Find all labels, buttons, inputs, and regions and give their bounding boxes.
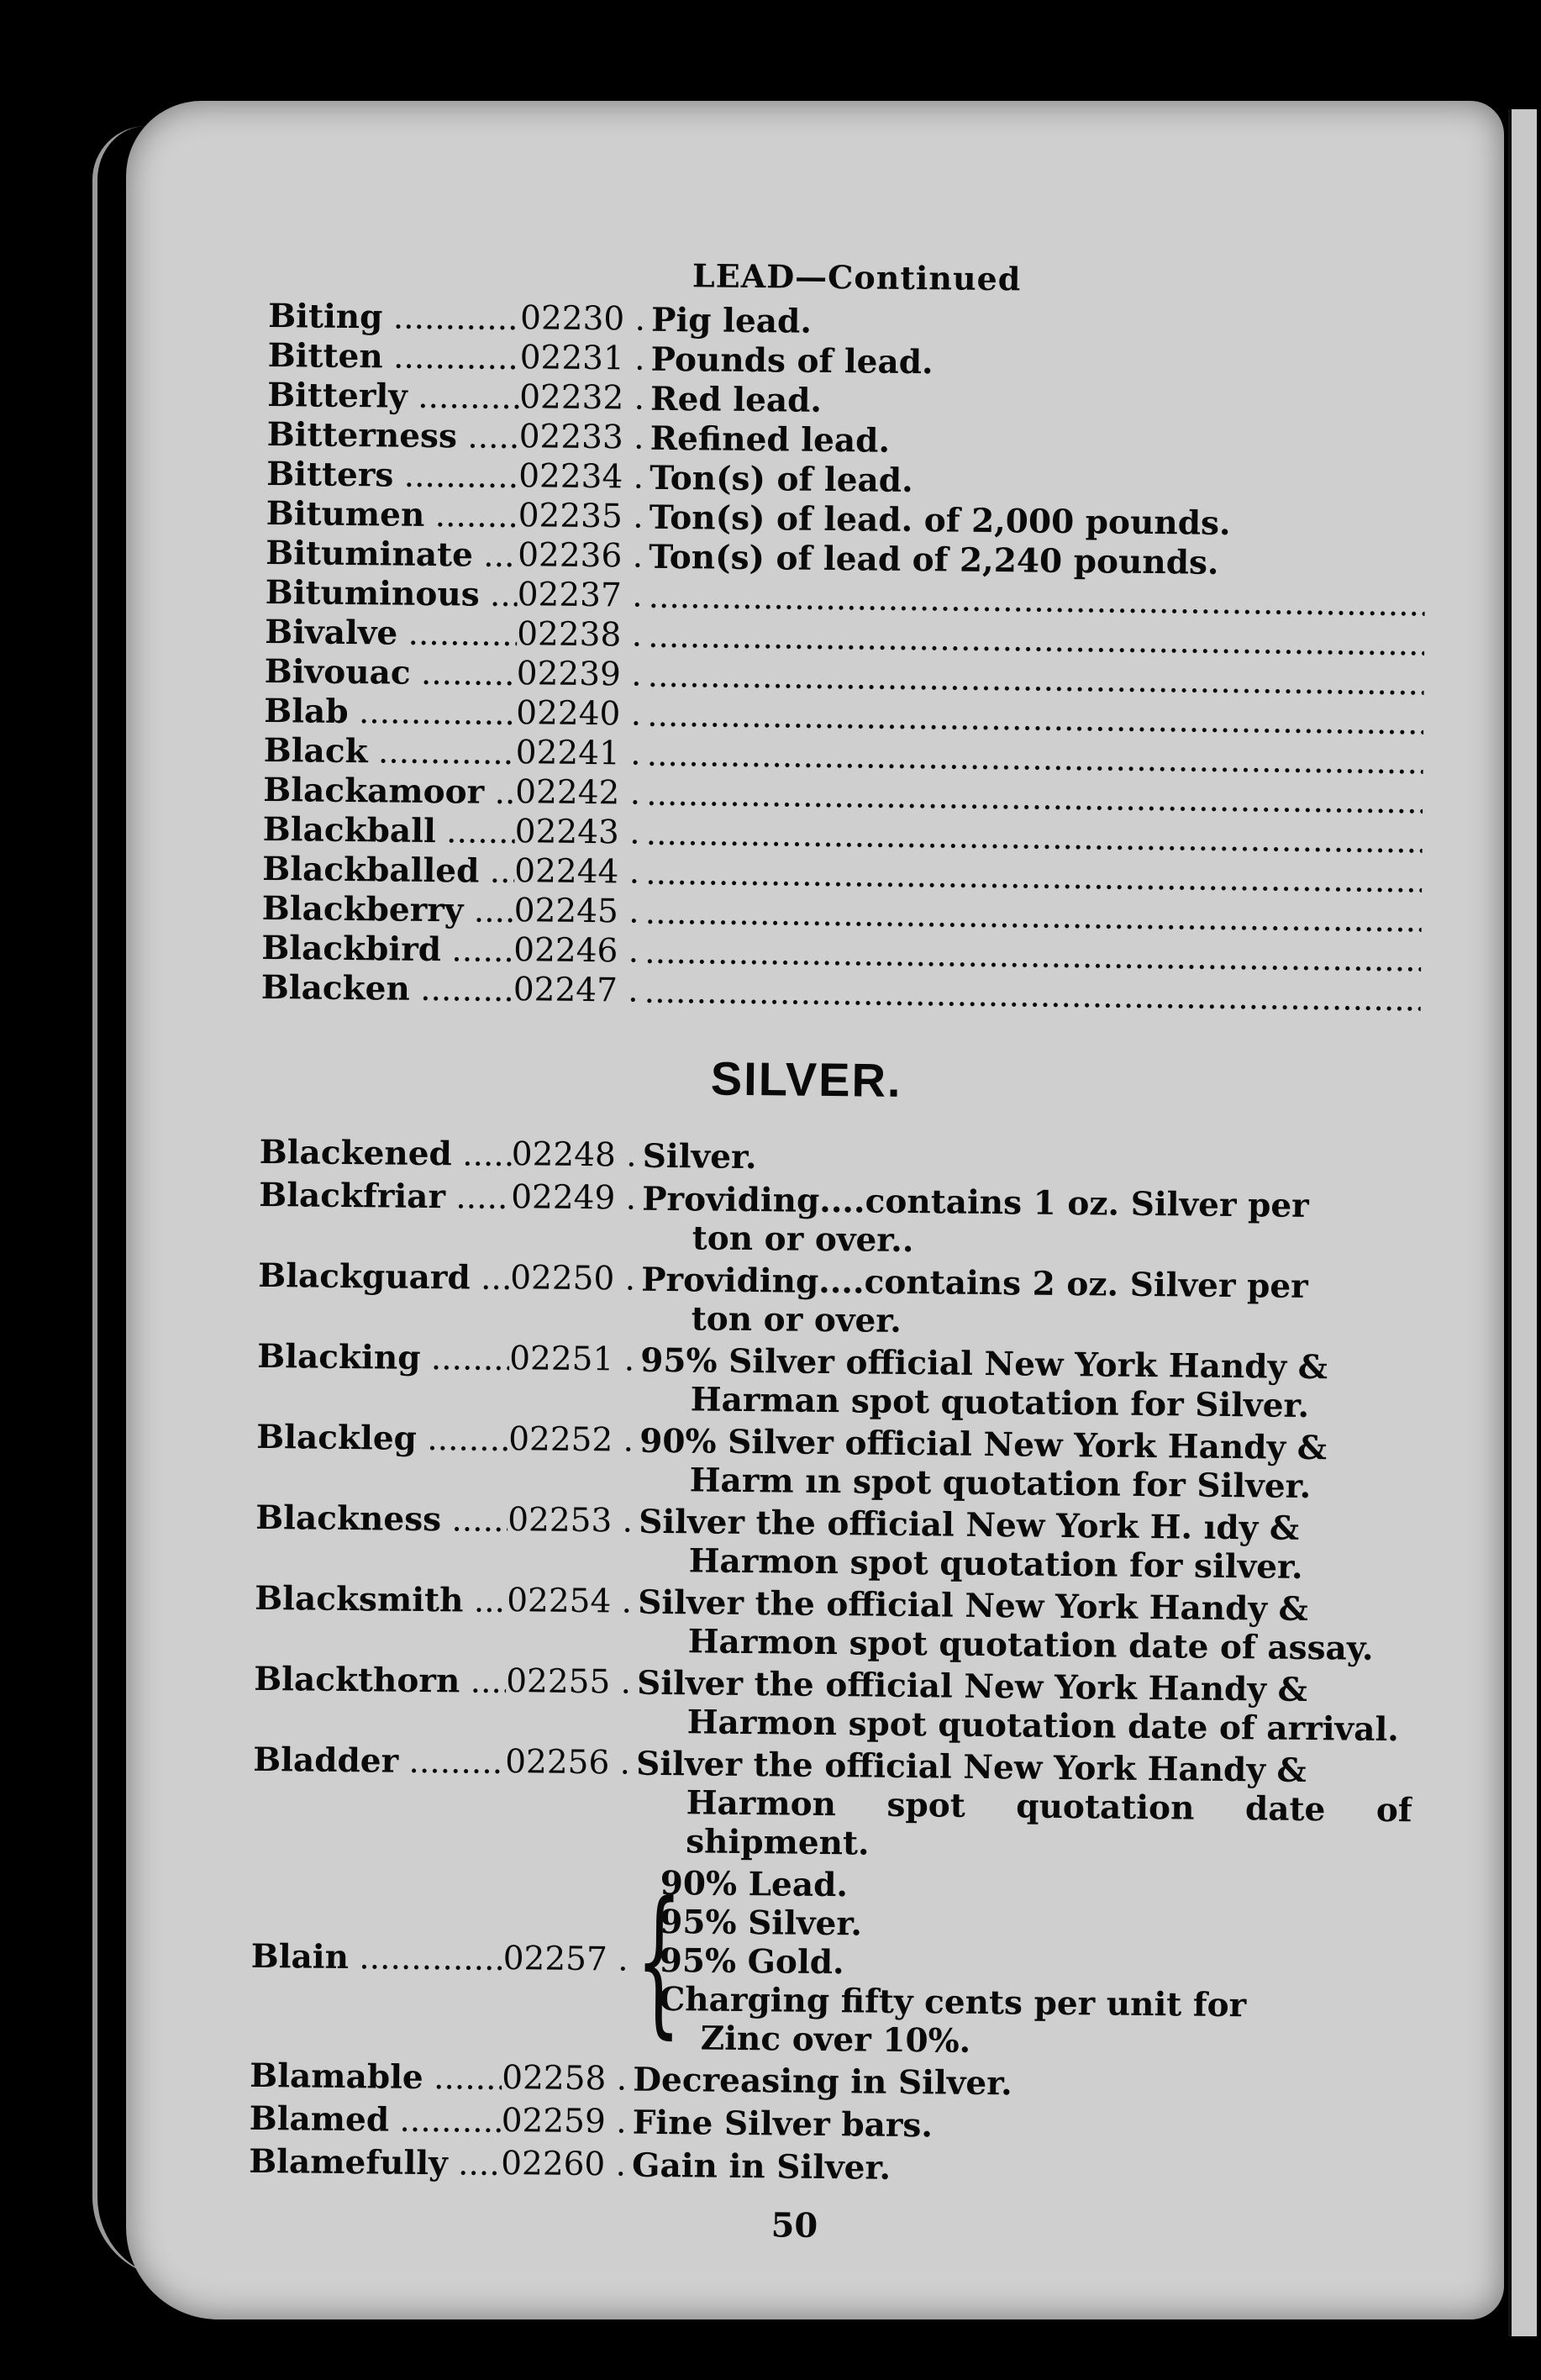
code-word: Blackamoor ..... (263, 771, 515, 813)
code-meaning (631, 1664, 1413, 1750)
code-number: 02260 ..... (501, 2145, 627, 2185)
code-meaning (637, 1180, 1419, 1266)
code-word: Blain ..... (251, 1936, 503, 1978)
facing-page-edge (1508, 109, 1537, 2336)
blain-entry (250, 1860, 1412, 2065)
meaning-continuation: Harman spot quotation for Silver. (690, 1380, 1310, 1426)
code-word: Bivouac ..... (265, 652, 517, 694)
code-number: 02258 ..... (502, 2059, 628, 2099)
meaning-continuation: ton or over.. (692, 1219, 914, 1261)
code-number: 02235 ..... (518, 497, 644, 537)
meaning-continuation: Harmon spot quotation for silver. (688, 1541, 1303, 1587)
code-word: Bituminous ..... (266, 573, 518, 615)
code-word: Blackened ..... (260, 1133, 512, 1175)
code-number: 02237 ..... (518, 576, 644, 616)
page-number: 50 (770, 2205, 818, 2246)
blain-line: 95% Silver. (659, 1902, 863, 1944)
code-meaning (632, 1583, 1414, 1669)
code-entry-row (258, 1256, 1418, 1345)
code-word: Bituminate ..... (266, 534, 518, 576)
meaning-line: Providing....contains 1 oz. Silver per (641, 1179, 1309, 1226)
code-meaning: Red lead. (650, 379, 823, 420)
code-number: 02231 ..... (519, 339, 645, 379)
code-entry-row (253, 1660, 1413, 1749)
code-entry-row (255, 1579, 1415, 1668)
code-meaning: Refined lead. (650, 419, 891, 461)
meaning-continuation: ton or over. (691, 1299, 902, 1340)
code-number: 02249 ..... (511, 1178, 637, 1219)
code-word: Bivalve ..... (265, 613, 517, 655)
code-meaning: Gain in Silver. (631, 2146, 891, 2188)
code-word: Blackleg ..... (256, 1418, 508, 1460)
code-word: Blacking ..... (257, 1337, 509, 1379)
blain-line: Charging fifty cents per unit for (659, 1979, 1247, 2025)
lead-section-header: LEAD—Continued (692, 256, 1022, 298)
code-number: 02236 ..... (518, 536, 644, 577)
code-number: 02242 ..... (515, 773, 641, 814)
code-number: 02248 ..... (512, 1135, 638, 1176)
code-entry-row (255, 1498, 1416, 1588)
code-number: 02244 ..... (514, 852, 640, 893)
code-word: Biting ..... (268, 297, 520, 339)
code-meaning (635, 1261, 1417, 1346)
code-number: 02241 ..... (516, 734, 642, 774)
code-meaning: Pounds of lead. (650, 340, 934, 382)
code-entry-row (252, 1740, 1412, 1868)
meaning-line: 95% Silver official New York Handy & (639, 1340, 1328, 1387)
code-number: 02234 ..... (518, 457, 644, 498)
code-word: Bladder ..... (253, 1740, 505, 1782)
blain-meaning (659, 1864, 1412, 2065)
brace-glyph: { (634, 1867, 683, 2054)
code-word: Blacken ..... (261, 968, 513, 1010)
code-entry-row (249, 2142, 1408, 2193)
code-meaning (639, 972, 1421, 1020)
silver-tail-entries (249, 2056, 1409, 2193)
code-meaning (633, 1503, 1415, 1588)
code-number: 02240 ..... (516, 694, 642, 735)
blain-line: Zinc over 10%. (700, 2019, 971, 2061)
code-meaning: Fine Silver bars. (632, 2103, 934, 2146)
code-meaning (634, 1422, 1416, 1508)
code-meaning: Ton(s) of lead. (649, 458, 913, 501)
code-word: Blamable ..... (250, 2056, 502, 2098)
code-word: Blamed ..... (249, 2099, 501, 2141)
meaning-line: Silver the official New York Handy & (637, 1582, 1309, 1630)
meaning-continuation: Harm ın spot quotation for Silver. (689, 1461, 1312, 1507)
code-word: Blackberry ..... (262, 889, 514, 931)
page-content (248, 252, 1428, 2251)
meaning-continuation: Harmon spot quotation date of arrival. (686, 1703, 1400, 1750)
code-number: 02255 ..... (506, 1662, 632, 1703)
code-word: Blackness ..... (255, 1498, 508, 1540)
meaning-line: Silver the official New York H. ıdy & (638, 1502, 1300, 1548)
blain-line: 90% Lead. (660, 1863, 849, 1905)
code-meaning (634, 1341, 1417, 1427)
code-number: 02232 ..... (519, 378, 645, 419)
code-meaning: Ton(s) of lead of 2,240 pounds. (648, 537, 1219, 582)
code-number: 02259 ..... (501, 2102, 627, 2142)
code-number: 02238 ..... (517, 615, 643, 656)
code-number: 02257 ..... (503, 1940, 629, 1980)
code-entry-row (259, 1176, 1419, 1265)
code-word: Bitters ..... (266, 455, 518, 497)
code-word: Bitten ..... (267, 336, 519, 378)
code-number: 02230 ..... (520, 299, 646, 340)
code-word: Blackbird ..... (261, 929, 513, 971)
code-meaning: Silver. (642, 1136, 757, 1177)
code-word: Blab ..... (264, 692, 516, 734)
code-number: 02247 ..... (513, 971, 639, 1011)
silver-section-title: SILVER. (710, 1051, 902, 1107)
code-meaning (630, 1745, 1412, 1869)
code-number: 02251 ..... (509, 1340, 635, 1380)
code-number: 02253 ..... (508, 1501, 634, 1541)
meaning-line: 90% Silver official New York Handy & (639, 1421, 1328, 1468)
code-number: 02233 ..... (518, 418, 644, 458)
blain-line: 95% Gold. (659, 1940, 844, 1982)
code-word: Bitumen ..... (266, 494, 518, 536)
code-word: Black ..... (264, 731, 516, 773)
meaning-line: Silver the official New York Handy & (635, 1744, 1307, 1791)
code-number: 02245 ..... (514, 892, 640, 932)
code-word: Bitterly ..... (267, 376, 519, 418)
code-number: 02256 ..... (505, 1743, 631, 1783)
code-number: 02246 ..... (513, 931, 639, 971)
code-word: Blackballed ..... (262, 850, 514, 892)
meaning-continuation: Harmon spot quotation date of shipment. (685, 1783, 1412, 1863)
code-number: 02250 ..... (510, 1259, 636, 1299)
code-number: 02254 ..... (507, 1582, 633, 1622)
silver-entries (252, 1133, 1419, 1868)
meaning-line: Silver the official New York Handy & (636, 1663, 1308, 1710)
code-meaning: Decreasing in Silver. (633, 2060, 1013, 2104)
meaning-continuation: Harmon spot quotation date of assay. (687, 1622, 1374, 1668)
meaning-line: Providing....contains 2 oz. Silver per (640, 1260, 1308, 1307)
code-number: 02243 ..... (515, 813, 641, 853)
code-number: 02252 ..... (508, 1420, 634, 1461)
code-word: Bitterness ..... (266, 415, 518, 457)
code-word: Blackfriar ..... (259, 1176, 511, 1218)
code-word: Blamefully ..... (249, 2142, 501, 2184)
code-entry-row (256, 1418, 1417, 1507)
lead-entries (261, 297, 1428, 1019)
code-meaning: Ton(s) of lead. of 2,000 pounds. (649, 498, 1231, 544)
code-word: Blackthorn ..... (254, 1660, 506, 1702)
code-word: Blackball ..... (263, 810, 515, 852)
code-number: 02239 ..... (517, 655, 643, 695)
code-meaning: Pig lead. (650, 300, 813, 341)
code-word: Blacksmith ..... (255, 1579, 507, 1621)
code-word: Blackguard ..... (258, 1256, 510, 1298)
code-entry-row (257, 1337, 1417, 1426)
